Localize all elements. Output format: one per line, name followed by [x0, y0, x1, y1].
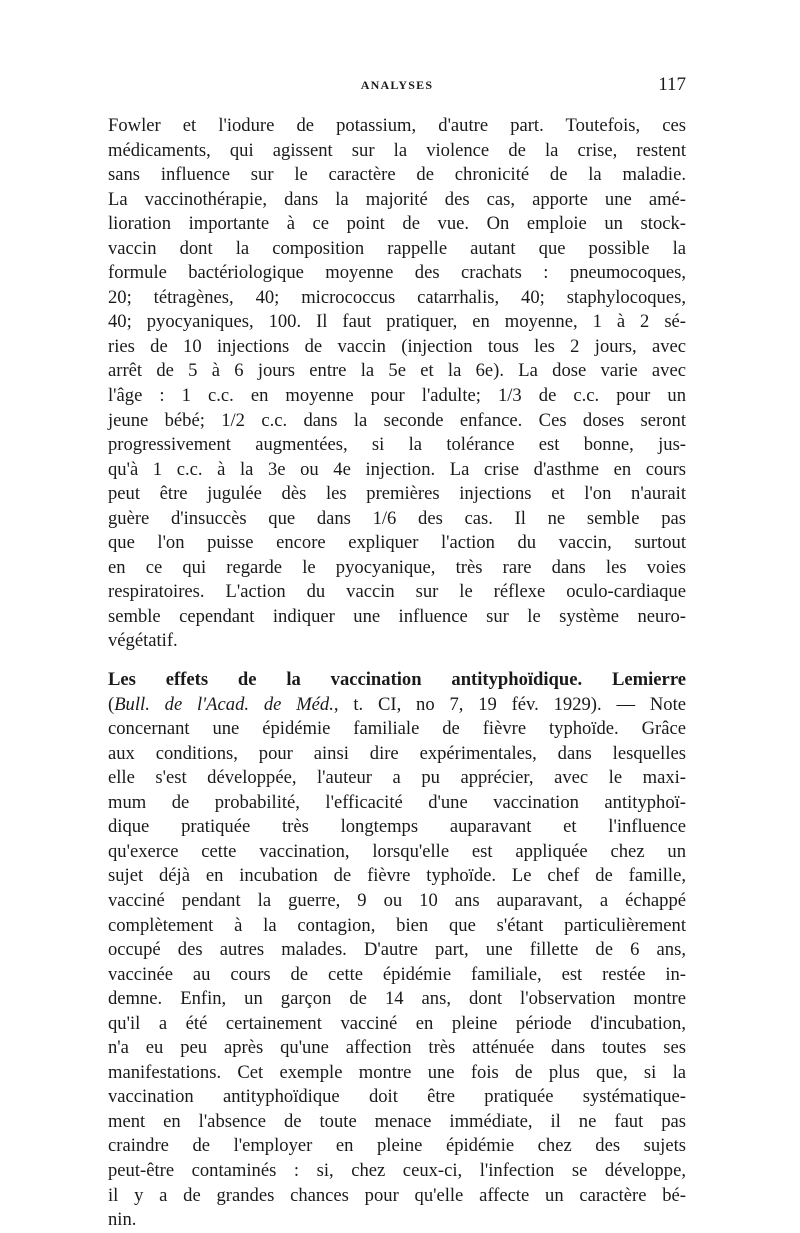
text-line: La vaccinothérapie, dans la majorité des cas, apporte une amé- [108, 188, 686, 210]
text-line: dique pratiquée très longtemps auparavant et l'influence [108, 816, 686, 838]
text-line: Fowler et l'iodure de potassium, d'autre part. Toutefois, ces [108, 115, 686, 136]
text-line: elle s'est développée, l'auteur a pu apprécier, avec le maxi- [108, 767, 686, 789]
text-line: respiratoires. L'action du vaccin sur le réflexe oculo-cardiaque [108, 581, 686, 603]
body-text [108, 114, 686, 1233]
text-line: concernant une épidémie familiale de fièvre typhoïde. Grâce [108, 718, 686, 740]
text-line: que l'on puisse encore expliquer l'action du vaccin, surtout [108, 532, 686, 554]
text-line: n'a eu peu après qu'une affection très atténuée dans toutes ses [108, 1037, 686, 1059]
text-line: vaccinée au cours de cette épidémie familiale, est restée in- [108, 963, 686, 985]
text-line: qu'il a été certainement vacciné en pleine période d'incubation, [108, 1012, 686, 1034]
text-line: demne. Enfin, un garçon de 14 ans, dont l'observation montre [108, 988, 686, 1010]
source-open: ( [108, 693, 115, 715]
text-line: manifestations. Cet exemple montre une fois de plus que, si la [108, 1061, 686, 1083]
text-line: formule bactériologique moyenne des crachats : pneumocoques, [108, 262, 686, 284]
text-line: ries de 10 injections de vaccin (injection tous les 2 jours, avec [108, 335, 686, 357]
citation-details: , t. CI, no 7, 19 fév. 1929). — Note [333, 693, 687, 715]
text-line: qu'à 1 c.c. à la 3e ou 4e injection. La crise d'asthme en cours [108, 458, 686, 480]
text-line: mum de probabilité, l'efficacité d'une vaccination antityphoï- [108, 791, 686, 813]
text-line: vaccination antityphoïdique doit être pratiquée systématique- [108, 1086, 686, 1108]
article-heading-line [108, 668, 686, 693]
text-line: arrêt de 5 à 6 jours entre la 5e et la 6e). La dose varie avec [108, 360, 686, 382]
text-line: peut-être contaminés : si, chez ceux-ci, l'infection se développe, [108, 1159, 686, 1181]
text-line: l'âge : 1 c.c. en moyenne pour l'adulte; 1/3 de c.c. pour un [108, 385, 686, 407]
text-line: ment en l'absence de toute menace immédiate, il ne faut pas [108, 1110, 686, 1132]
text-line: peut être jugulée dès les premières injections et l'on n'aurait [108, 483, 686, 505]
text-line: aux conditions, pour ainsi dire expérimentales, dans lesquelles [108, 742, 686, 764]
text-line: complètement à la contagion, bien que s'étant particulièrement [108, 914, 686, 936]
citation-line [108, 693, 686, 718]
text-line: il y a de grandes chances pour qu'elle affecte un caractère bé- [108, 1184, 686, 1206]
article-author: Lemierre [612, 669, 686, 691]
text-line: nin. [108, 1209, 137, 1231]
text-line: en ce qui regarde le pyocyanique, très rare dans les voies [108, 556, 686, 578]
text-line: qu'exerce cette vaccination, lorsqu'elle est appliquée chez un [108, 840, 686, 862]
text-line: végétatif. [108, 630, 178, 652]
text-line: lioration importante à ce point de vue. On emploie un stock- [108, 213, 686, 235]
section-gap [108, 654, 686, 668]
text-line: sujet déjà en incubation de fièvre typhoïde. Le chef de famille, [108, 865, 686, 887]
text-line: guère d'insuccès que dans 1/6 des cas. Il ne semble pas [108, 507, 686, 529]
text-line: 20; tétragènes, 40; micrococcus catarrhalis, 40; staphylocoques, [108, 286, 686, 308]
page-number: 117 [658, 74, 686, 95]
article-title: Les effets de la vaccination antityphoïdique. [108, 669, 583, 691]
text-line: vaccin dont la composition rappelle autant que possible la [108, 237, 686, 259]
journal-name: Bull. de l'Acad. de Méd. [114, 693, 334, 715]
article-vaccination-antityphoidique [108, 668, 686, 1233]
running-title: ANALYSES [360, 78, 434, 92]
text-line: progressivement augmentées, si la tolérance est bonne, jus- [108, 434, 686, 456]
text-line: occupé des autres malades. D'autre part, une fillette de 6 ans, [108, 939, 686, 961]
page-header [108, 74, 686, 100]
text-line: vacciné pendant la guerre, 9 ou 10 ans auparavant, a échappé [108, 889, 686, 911]
paragraph-1 [108, 114, 686, 654]
text-line: médicaments, qui agissent sur la violence de la crise, restent [108, 139, 686, 161]
text-line: sans influence sur le caractère de chronicité de la maladie. [108, 164, 686, 186]
text-line: semble cependant indiquer une influence sur le système neuro- [108, 605, 686, 627]
text-line: craindre de l'employer en pleine épidémie chez des sujets [108, 1135, 686, 1157]
text-line: jeune bébé; 1/2 c.c. dans la seconde enfance. Ces doses seront [108, 409, 686, 431]
text-line: 40; pyocyaniques, 100. Il faut pratiquer, en moyenne, 1 à 2 sé- [108, 311, 686, 333]
